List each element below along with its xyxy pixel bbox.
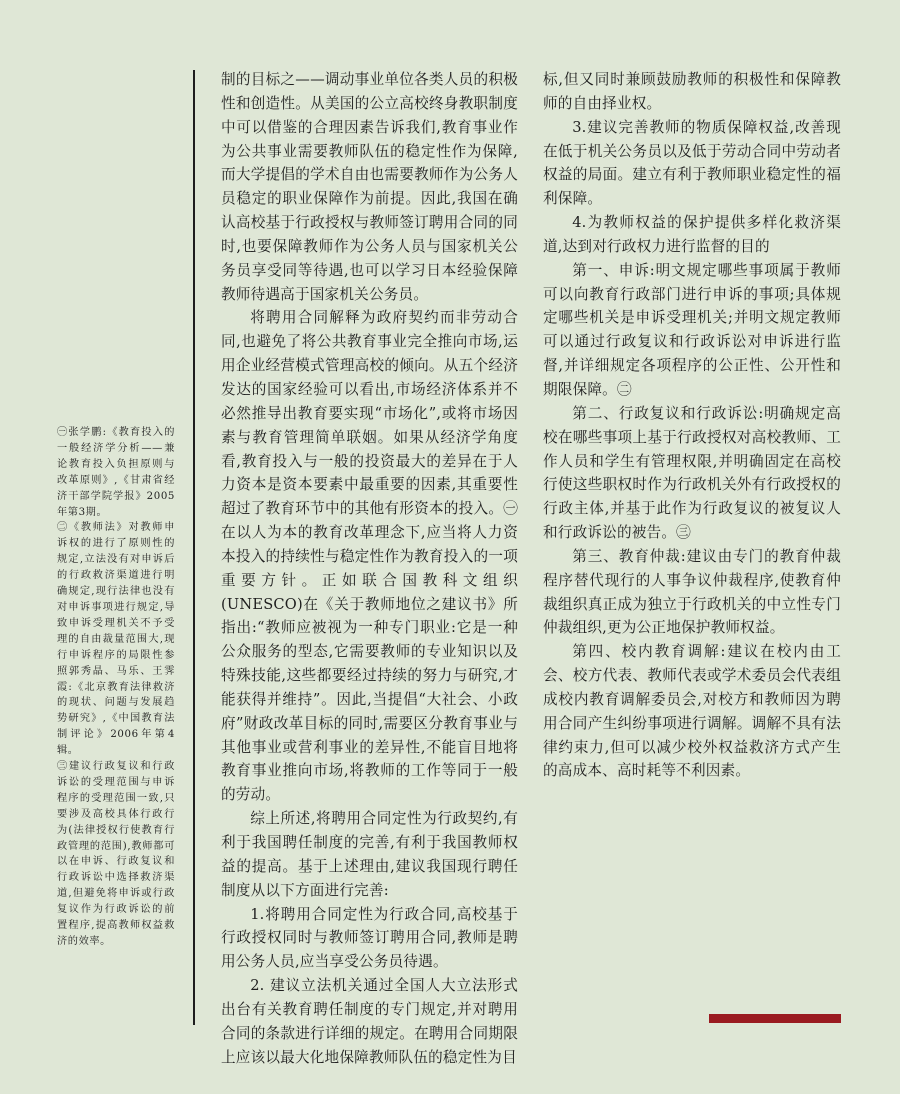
paragraph: 综上所述,将聘用合同定性为行政契约,有利于我国聘任制度的完善,有利于我国教师权益的提高。基于上述理由,建议我国现行聘任制度从以下方面进行完善: bbox=[221, 810, 518, 899]
footnote-3: ㊂建议行政复议和行政诉讼的受理范围与申诉程序的受理范围一致,只要涉及高校具体行政行为(法律授权行使教育行政管理的范围),教师都可以在申诉、行政复议和行政诉讼中选择救济渠道,但避免将申诉或行政复议作为行政诉讼的前置程序,提高教师权益救济的效率。 bbox=[57, 761, 175, 947]
paragraph: 1.将聘用合同定性为行政合同,高校基于行政授权同时与教师签订聘用合同,教师是聘用公务人员,应当享受公务员待遇。 bbox=[221, 905, 518, 971]
paragraph: 第三、教育仲裁:建议由专门的教育仲裁程序替代现行的人事争议仲裁程序,使教育仲裁组织真正成为独立于行政机关的中立性专门仲裁组织,更为公正地保护教师权益。 bbox=[543, 547, 841, 637]
footnote-1: ㊀张学鹏:《教育投入的一般经济学分析——兼论教育投入负担原则与改革原则》,《甘肃省经济干部学院学报》2005年第3期。 bbox=[57, 427, 175, 518]
paragraph: 制的目标之——调动事业单位各类人员的积极性和创造性。从美国的公立高校终身教职制度中可以借鉴的合理因素告诉我们,教育事业作为公共事业需要教师队伍的稳定性作为保障,而大学提倡的学术自由也需要教师作为公务人员稳定的职业保障作为前提。因此,我国在确认高校基于行政授权与教师签订聘用合同的同时,也要保障教师作为公务人员与国家机关公务员享受同等待遇,也可以学习日本经验保障教师待遇高于国家机关公务员。 bbox=[221, 71, 518, 303]
text-column-right bbox=[543, 68, 841, 783]
paragraph: 标,但又同时兼顾鼓励教师的积极性和保障教师的自由择业权。 bbox=[543, 71, 841, 112]
footnote-2: ㊁《教师法》对教师申诉权的进行了原则性的规定,立法没有对申诉后的行政救济渠道进行明确规定,现行法律也没有对申诉事项进行规定,导致申诉受理机关不予受理的自由裁量范围大,现行申诉程序的局限性参照郭秀晶、马乐、王霁霞:《北京教育法律救济的现状、问题与发展趋势研究》,《中国教育法制评论》2006年第4辑。 bbox=[57, 522, 175, 757]
footnote-divider-rule bbox=[193, 70, 195, 1025]
decorative-red-bar bbox=[709, 1014, 841, 1023]
paragraph: 将聘用合同解释为政府契约而非劳动合同,也避免了将公共教育事业完全推向市场,运用企业经营模式管理高校的倾向。从五个经济发达的国家经验可以看出,市场经济体系并不必然推导出教育要实现“市场化”,或将市场因素与教育管理简单联姻。如果从经济学角度看,教育投入与一般的投资最大的差异在于人力资本是资本要素中最重要的因素,其重要性超过了教育环节中的其他有形资本的投入。㊀在以人为本的教育改革理念下,应当将人力资本投入的持续性与稳定性作为教育投入的一项重要方针。正如联合国教科文组织(UNESCO)在《关于教师地位之建议书》所指出:“教师应被视为一种专门职业:它是一种公众服务的型态,它需要教师的专业知识以及特殊技能,这些都要经过持续的努力与研究,才能获得并维持”。因此,当提倡“大社会、小政府”财政改革目标的同时,需要区分教育事业与其他事业或营利事业的差异性,不能盲目地将教育事业推向市场,将教师的工作等同于一般的劳动。 bbox=[221, 309, 518, 804]
paragraph: 4.为教师权益的保护提供多样化救济渠道,达到对行政权力进行监督的目的 bbox=[543, 214, 841, 255]
paragraph: 第一、申诉:明文规定哪些事项属于教师可以向教育行政部门进行申诉的事项;具体规定哪些机关是申诉受理机关;并明文规定教师可以通过行政复议和行政诉讼对申诉进行监督,并详细规定各项程序的公正性、公开性和期限保障。㊁ bbox=[543, 261, 841, 398]
paragraph: 第四、校内教育调解:建议在校内由工会、校方代表、教师代表或学术委员会代表组成校内教育调解委员会,对校方和教师因为聘用合同产生纠纷事项进行调解。调解不具有法律约束力,但可以减少校外权益救济方式产生的高成本、高时耗等不利因素。 bbox=[543, 643, 841, 780]
paragraph: 3.建议完善教师的物质保障权益,改善现在低于机关公务员以及低于劳动合同中劳动者权益的局面。建立有利于教师职业稳定性的福利保障。 bbox=[543, 118, 841, 208]
paragraph: 第二、行政复议和行政诉讼:明确规定高校在哪些事项上基于行政授权对高校教师、工作人员和学生有管理权限,并明确固定在高校行使这些职权时作为行政机关外有行政授权的行政主体,并基于此作为行政复议的被复议人和行政诉讼的被告。㊂ bbox=[543, 404, 841, 542]
paragraph: 2. 建议立法机关通过全国人大立法形式出台有关教育聘任制度的专门规定,并对聘用合同的条款进行详细的规定。在聘用合同期限上应该以最大化地保障教师队伍的稳定性为目 bbox=[221, 977, 518, 1066]
footnotes bbox=[57, 425, 175, 950]
text-column-left bbox=[221, 68, 518, 1069]
